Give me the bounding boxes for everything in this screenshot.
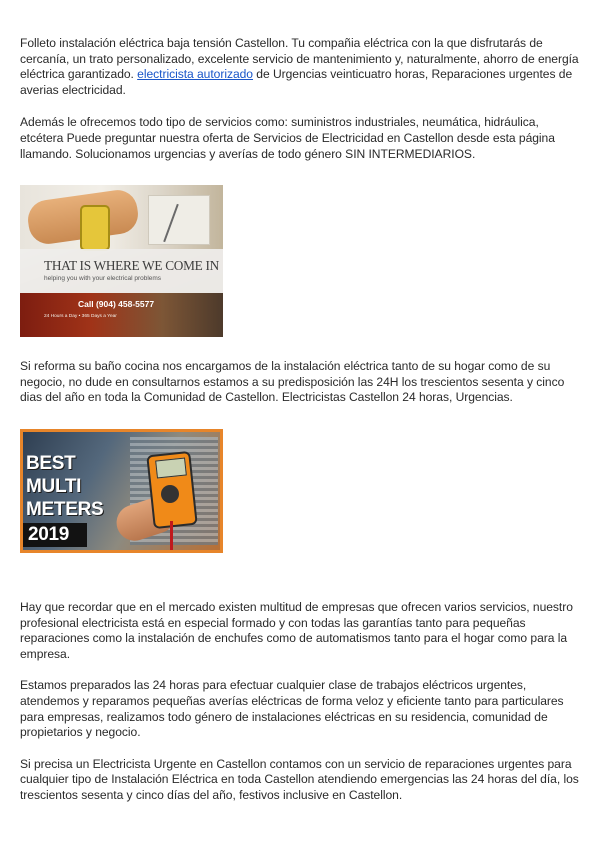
thumbnail-year: 2019 (28, 523, 70, 545)
document-body (20, 36, 582, 803)
paragraph-urgente: Si precisa un Electricista Urgente en Castellon contamos con un servicio de reparaciones urgentes para cualquier tipo de Instalación Eléctrica en toda Castellon atendiendo emergencias las 24 horas del día, los trescientos sesenta y cinco días del año, festivos inclusive en Castellon. (20, 756, 579, 802)
paragraph-mercado: Hay que recordar que en el mercado existen multitud de empresas que ofrecen varios servicios, nuestro profesional electricista está en especial formado y con todas las garantías tanto para pequeñas reparaciones como la instalación de enchufes como de automatismos tanto para el hogar como para la empresa. (20, 599, 573, 661)
paragraph-intro (20, 36, 582, 98)
paragraph-services: Además le ofrecemos todo tipo de servicios como: suministros industriales, neumática, hidráulica, etcétera Puede preguntar nuestra oferta de Servicios de Electricidad en Castellon desde esta página llamando. Solucionamos urgencias y averías de todo género SIN INTERMEDIARIOS. (20, 115, 555, 161)
paragraph-reforma: Si reforma su baño cocina nos encargamos de la instalación eléctrica tanto de su hogar como de su negocio, no dude en consultarnos estamos a su predisposición las 24H los trescientos sesenta y cinco dias del año en toda la Comunidad de Castellon. Electricistas Castellon 24 horas, Urgencias. (20, 359, 565, 405)
thumbnail-line-meters: METERS (26, 498, 104, 520)
thumbnail-line-multi: MULTI (26, 475, 82, 497)
electrician-banner-image (20, 185, 223, 337)
banner-tagline: helping you with your electrical problems (44, 275, 162, 283)
paragraph-intro-text: Folleto instalación eléctrica baja tensión Castellon. Tu compañia eléctrica con la que disfrutarás de cercanía, un trato personalizado, excelente servicio de mantenimiento y, naturalmente, ahorro de energía eléctrica garantizado. (20, 36, 579, 82)
best-multimeters-image (20, 429, 223, 553)
thumbnail-frame (20, 429, 223, 553)
tester-tool-icon (80, 205, 110, 251)
banner-footer: 24 Hours a Day • 365 Days a Year (44, 314, 117, 320)
banner-phone: Call (904) 458-5577 (78, 299, 155, 310)
thumbnail-line-best: BEST (26, 452, 76, 474)
paragraph-intro-tail: de Urgencias veinticuatro horas, Reparaciones urgentes de averias electricidad. (20, 67, 573, 97)
electricista-autorizado-link[interactable]: electricista autorizado (137, 67, 253, 82)
paragraph-preparados: Estamos preparados las 24 horas para efectuar cualquier clase de trabajos eléctricos urgentes, atendemos y reparamos pequeñas averías eléctricas de forma veloz y eficiente tanto para particulares para empresas, realizamos todo género de instalaciones eléctricas en su residencia, comunidad de propietarios y negocio. (20, 678, 564, 740)
junction-box (148, 195, 210, 245)
banner-headline: THAT IS WHERE WE COME IN (44, 258, 219, 274)
